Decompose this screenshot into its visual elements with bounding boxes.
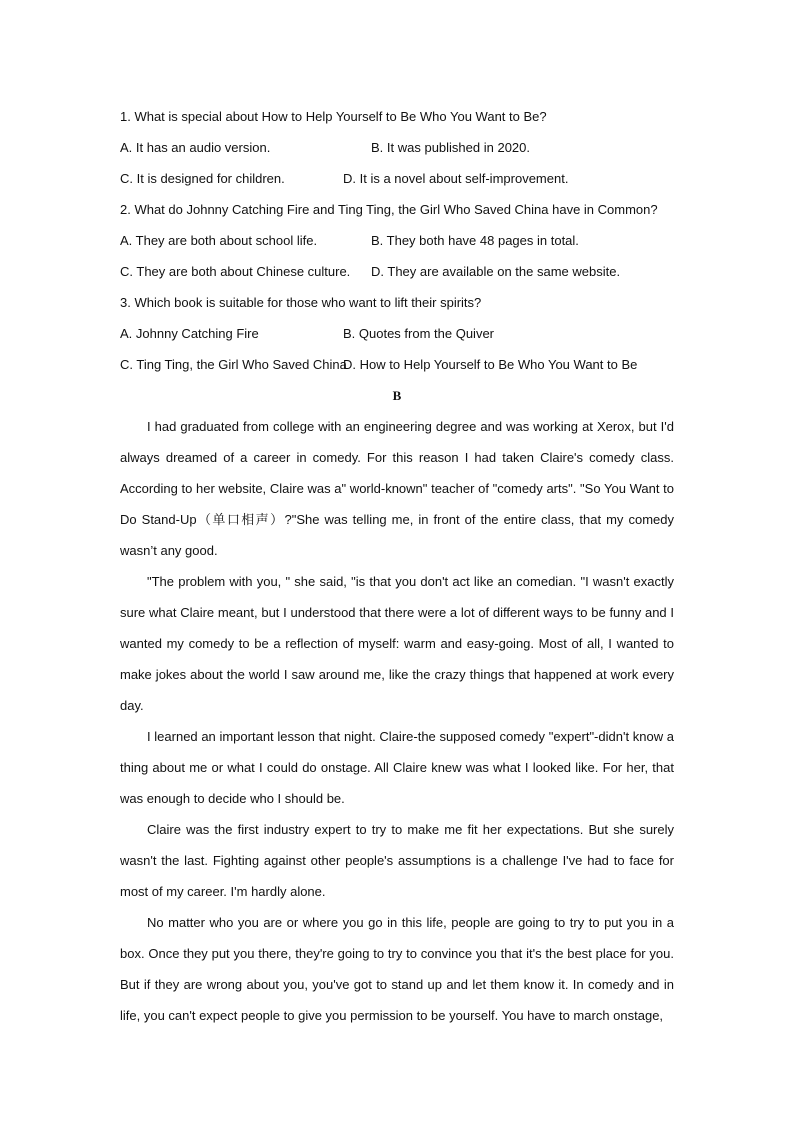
paragraph-5: No matter who you are or where you go in this life, people are going to try to put you in a box. Once they put you there, they're going to try to convince you that it's the best place for you. But if they are wrong about you, you've got to stand up and let them know it. In comedy and in life, you can't expect people to give you permission to be yourself. You have to march onstage, [120,915,674,1023]
question-1-options-row-2 [120,163,674,194]
paragraph-3: I learned an important lesson that night. Claire-the supposed comedy "expert"-didn't know a thing about me or what I could do onstage. All Claire knew was what I looked like. For her, that was enough to decide who I should be. [120,729,674,806]
question-1-option-b: B. It was published in 2020. [371,140,530,155]
paragraph-4: Claire was the first industry expert to try to make me fit her expectations. But she surely wasn't the last. Fighting against other people's assumptions is a challenge I've had to face for most of my career. I'm hardly alone. [120,822,674,899]
question-1-option-a: A. It has an audio version. [120,140,271,155]
question-2-option-b: B. They both have 48 pages in total. [371,233,579,248]
paragraph-2: "The problem with you, " she said, "is that you don't act like an comedian. "I wasn't exactly sure what Claire meant, but I understood that there were a lot of different ways to be funny and I wanted my comedy to be a reflection of myself: warm and easy-going. Most of all, I wanted to make jokes about the world I saw around me, like the crazy things that happened at work every day. [120,574,674,713]
question-3-option-b: B. Quotes from the Quiver [343,326,495,341]
document-page [120,101,674,1031]
question-1-option-c: C. It is designed for children. [120,171,285,186]
question-2-option-d: D. They are available on the same website. [371,264,621,279]
paragraph-1: I had graduated from college with an engineering degree and was working at Xerox, but I'd always dreamed of a career in comedy. For this reason I had taken Claire's comedy class. According to her website, Claire was a" world-known" teacher of "comedy arts". "So You Want to Do Stand-Up（单口相声）?"She was telling me, in front of the entire class, that my comedy wasn’t any good. [120,419,674,558]
question-2-options-row-2 [120,256,674,287]
question-3-option-a: A. Johnny Catching Fire [120,326,259,341]
question-2-option-a: A. They are both about school life. [120,233,318,248]
question-3-stem: 3. Which book is suitable for those who want to lift their spirits? [120,295,482,310]
question-1-options-row-1 [120,132,674,163]
question-3-option-d: D. How to Help Yourself to Be Who You Want to Be [343,357,638,372]
question-3-options-row-2 [120,349,674,380]
question-3-options-row-1 [120,318,674,349]
question-2-options-row-1 [120,225,674,256]
section-heading: B [392,388,402,403]
question-1-option-d: D. It is a novel about self-improvement. [343,171,569,186]
question-3-option-c: C. Ting Ting, the Girl Who Saved China [120,357,347,372]
question-2-stem: 2. What do Johnny Catching Fire and Ting Ting, the Girl Who Saved China have in Common? [120,202,658,217]
question-2-option-c: C. They are both about Chinese culture. [120,264,351,279]
question-1-stem: 1. What is special about How to Help Yourself to Be Who You Want to Be? [120,109,547,124]
